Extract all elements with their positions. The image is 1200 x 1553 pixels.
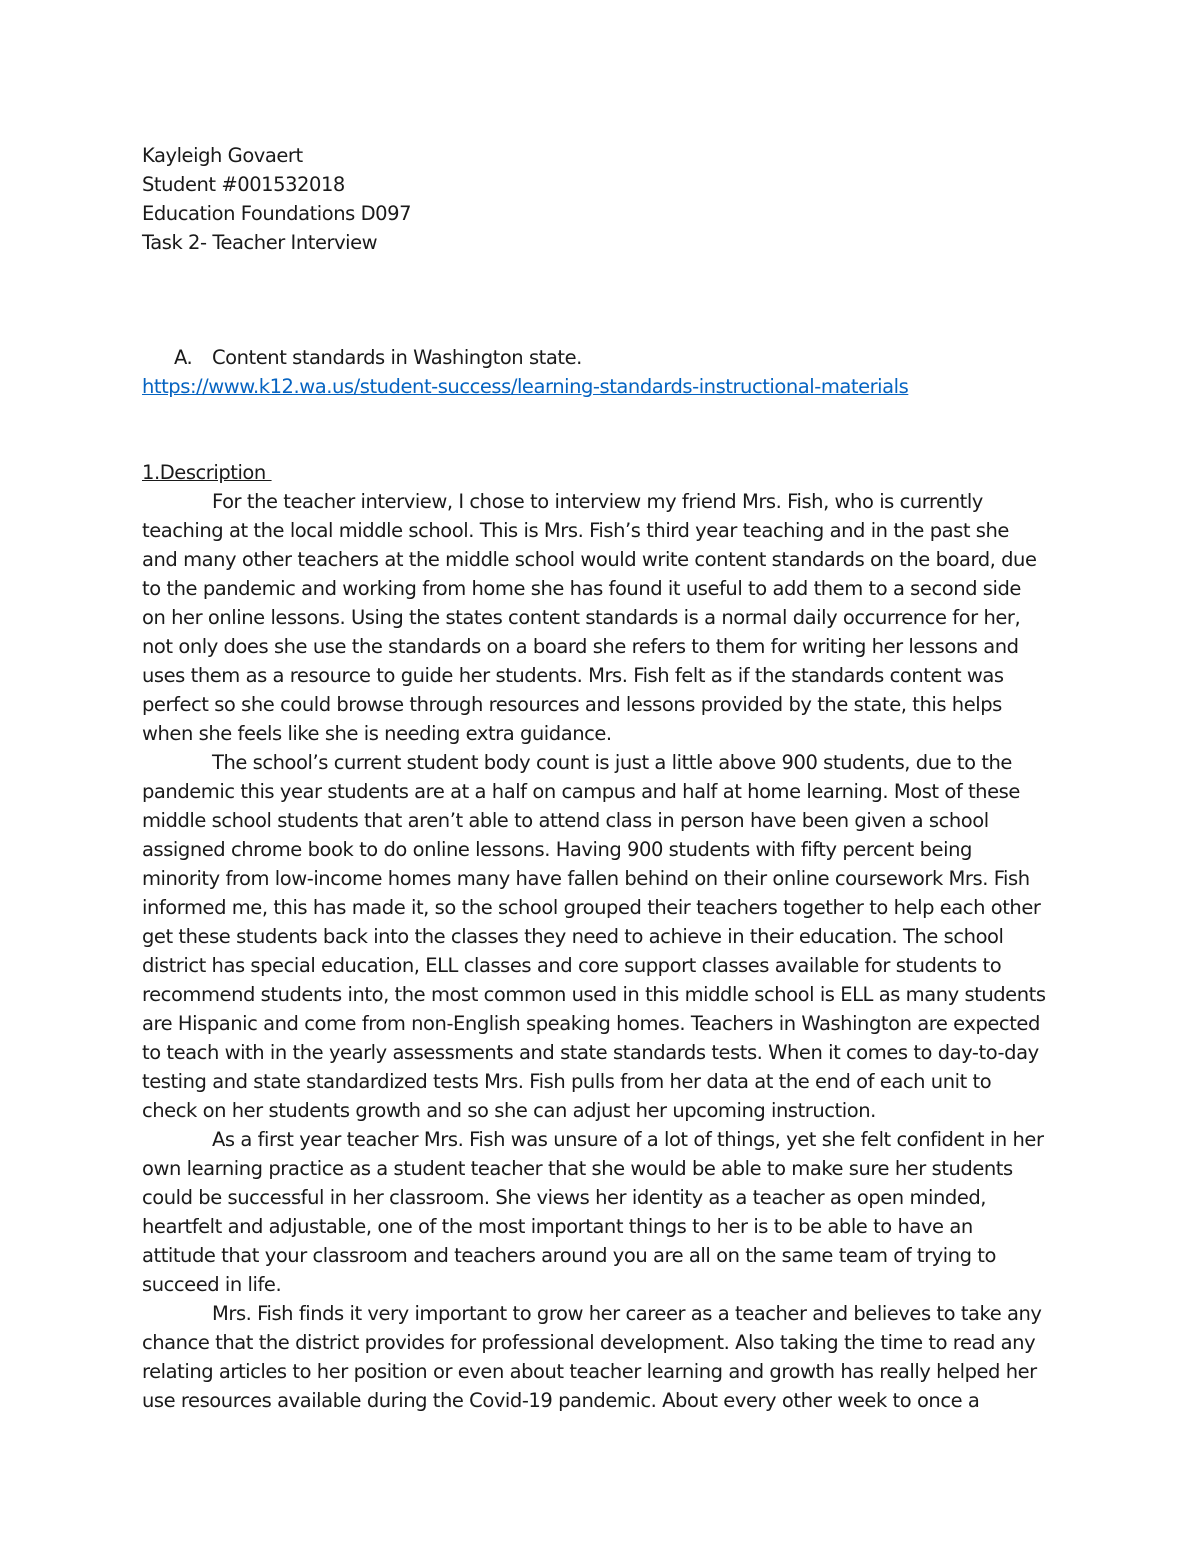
list-marker: A. [174, 346, 193, 369]
paragraph-line: attitude that your classroom and teachers around you are all on the same team of trying to [142, 1244, 996, 1267]
paragraph-line: could be successful in her classroom. She views her identity as a teacher as open minded, [142, 1186, 987, 1209]
paragraph-line: to teach with in the yearly assessments and state standards tests. When it comes to day-to-day [142, 1041, 1039, 1064]
paragraph-line: minority from low-income homes many have fallen behind on their online coursework Mrs. Fish [142, 867, 1030, 890]
paragraph-line: own learning practice as a student teacher that she would be able to make sure her students [142, 1157, 1013, 1180]
student-id: Student #001532018 [142, 173, 345, 196]
paragraph-line: uses them as a resource to guide her students. Mrs. Fish felt as if the standards content was [142, 664, 1004, 687]
paragraph-line: district has special education, ELL classes and core support classes available for students to [142, 954, 1002, 977]
paragraph-line: to the pandemic and working from home she has found it useful to add them to a second side [142, 577, 1021, 600]
paragraph-line: The school’s current student body count is just a little above 900 students, due to the [212, 751, 1012, 774]
paragraph-line: and many other teachers at the middle school would write content standards on the board, due [142, 548, 1037, 571]
author-name: Kayleigh Govaert [142, 144, 303, 167]
paragraph-line: pandemic this year students are at a half on campus and half at home learning. Most of these [142, 780, 1020, 803]
course-name: Education Foundations D097 [142, 202, 412, 225]
paragraph-line: teaching at the local middle school. This is Mrs. Fish’s third year teaching and in the past she [142, 519, 1009, 542]
paragraph-line: recommend students into, the most common used in this middle school is ELL as many students [142, 983, 1046, 1006]
paragraph-line: succeed in life. [142, 1273, 282, 1296]
section-a-text: Content standards in Washington state. [212, 346, 582, 369]
paragraph-line: heartfelt and adjustable, one of the most important things to her is to be able to have an [142, 1215, 973, 1238]
paragraph-line: middle school students that aren’t able to attend class in person have been given a school [142, 809, 989, 832]
paragraph-line: For the teacher interview, I chose to interview my friend Mrs. Fish, who is currently [212, 490, 983, 513]
description-heading: 1.Description [142, 461, 272, 484]
paragraph-line: check on her students growth and so she can adjust her upcoming instruction. [142, 1099, 876, 1122]
paragraph-line: As a first year teacher Mrs. Fish was unsure of a lot of things, yet she felt confident in her [212, 1128, 1044, 1151]
paragraph-line: get these students back into the classes they need to achieve in their education. The school [142, 925, 1004, 948]
paragraph-line: relating articles to her position or even about teacher learning and growth has really helped her [142, 1360, 1037, 1383]
paragraph-line: chance that the district provides for professional development. Also taking the time to read any [142, 1331, 1036, 1354]
paragraph-line: on her online lessons. Using the states content standards is a normal daily occurrence for her, [142, 606, 1021, 629]
paragraph-line: are Hispanic and come from non-English speaking homes. Teachers in Washington are expected [142, 1012, 1040, 1035]
paragraph-line: when she feels like she is needing extra guidance. [142, 722, 612, 745]
paragraph-line: testing and state standardized tests Mrs. Fish pulls from her data at the end of each unit to [142, 1070, 992, 1093]
section-a-heading [174, 343, 582, 372]
task-title: Task 2- Teacher Interview [142, 231, 378, 254]
standards-link[interactable]: https://www.k12.wa.us/student-success/learning-standards-instructional-materials [142, 375, 909, 398]
paragraph-line: Mrs. Fish finds it very important to grow her career as a teacher and believes to take any [212, 1302, 1042, 1325]
paragraph-line: not only does she use the standards on a board she refers to them for writing her lessons and [142, 635, 1019, 658]
paragraph-line: perfect so she could browse through resources and lessons provided by the state, this helps [142, 693, 1002, 716]
paragraph-line: use resources available during the Covid-19 pandemic. About every other week to once a [142, 1389, 980, 1412]
document-header [142, 141, 411, 257]
paragraph-line: informed me, this has made it, so the school grouped their teachers together to help each other [142, 896, 1041, 919]
paragraph-line: assigned chrome book to do online lessons. Having 900 students with fifty percent being [142, 838, 972, 861]
description-body [142, 487, 1062, 1415]
